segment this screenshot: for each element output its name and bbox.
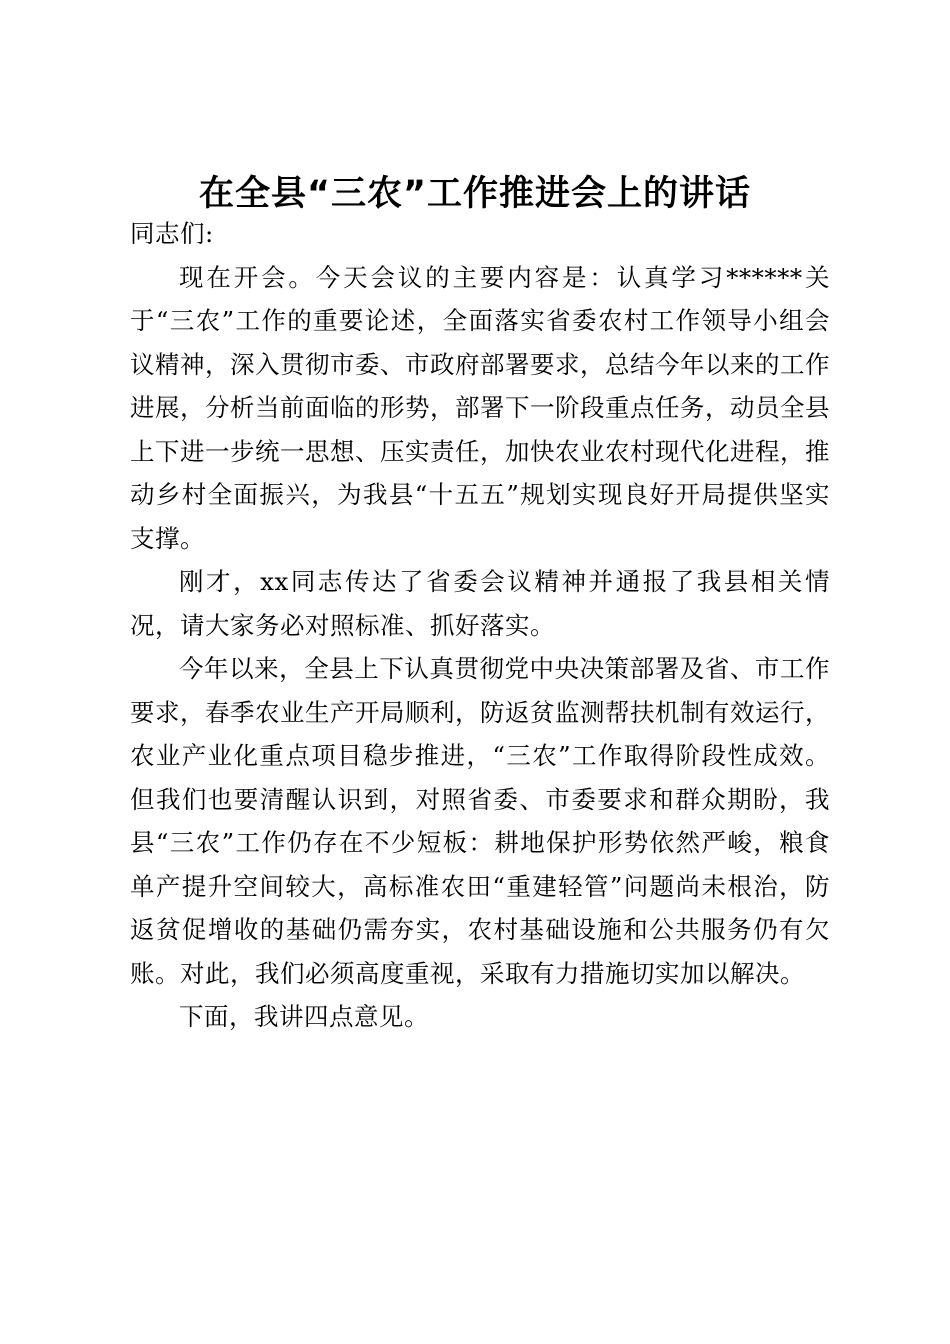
document-title: 在全县“三农”工作推进会上的讲话 <box>198 174 751 214</box>
document-body <box>130 212 830 1039</box>
paragraph-opening: 现在开会。今天会议的主要内容是：认真学习******关于“三农”工作的重要论述，全面落实省委农村工作领导小组会议精神，深入贯彻市委、市政府部署要求，总结今年以来的工作进展，分析当前面临的形势，部署下一阶段重点任务，动员全县上下进一步统一思想、压实责任，加快农业农村现代化进程，推动乡村全面振兴，为我县“十五五”规划实现良好开局提供坚实支撑。 <box>130 262 830 553</box>
paragraph-progress: 今年以来，全县上下认真贯彻党中央决策部署及省、市工作要求，春季农业生产开局顺利，防返贫监测帮扶机制有效运行，农业产业化重点项目稳步推进，“三农”工作取得阶段性成效。但我们也要清醒认识到，对照省委、市委要求和群众期盼，我县“三农”工作仍存在不少短板：耕地保护形势依然严峻，粮食单产提升空间较大，高标准农田“重建轻管”问题尚未根治，防返贫促增收的基础仍需夯实，农村基础设施和公共服务仍有欠账。对此，我们必须高度重视，采取有力措施切实加以解决。 <box>130 654 830 988</box>
paragraph-transition: 下面，我讲四点意见。 <box>179 1002 429 1031</box>
salutation: 同志们: <box>130 219 214 248</box>
paragraph-briefing: 刚才，xx同志传达了省委会议精神并通报了我县相关情况，请大家务必对照标准、抓好落实。 <box>130 567 830 640</box>
